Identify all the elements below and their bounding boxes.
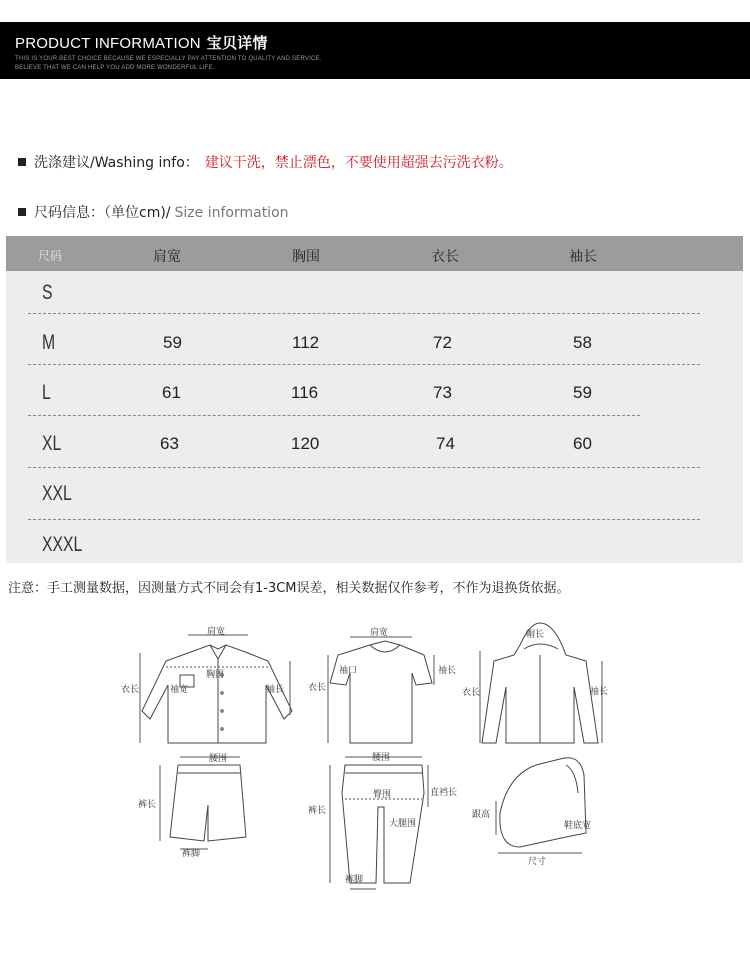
washing-label: 洗涤建议/Washing info： [34,155,199,171]
shoulder-cell: 59 [163,333,182,352]
size-cell: L [42,381,51,404]
row-divider [28,313,700,314]
shorts-diagram [160,757,246,849]
sleeve-cell: 58 [573,333,592,352]
size-info-label-en: Size information [174,205,289,221]
diagram-label-hoodie-length: 衣长 [462,688,481,698]
sleeve-cell: 60 [573,434,592,453]
diagram-label-hoodie-sleeve: 袖长 [590,687,609,697]
table-row [6,469,743,520]
diagram-label-tee-sleeve: 袖长 [438,666,457,676]
table-row [6,318,743,369]
size-cell: XL [42,432,62,455]
chest-cell: 116 [291,383,319,402]
diagram-label-length: 衣长 [121,685,140,695]
size-cell: M [42,331,56,354]
size-info-heading [18,202,289,222]
diagram-label-pants-hem: 裤脚 [345,875,364,885]
diagram-label-shorts-length: 裤长 [138,800,157,810]
diagram-label-cuff: 袖口 [339,666,358,676]
diagram-label-hood: 帽长 [526,630,545,640]
diagram-label-rise: 直裆长 [430,788,458,798]
diagram-label-thigh: 大腿围 [389,819,417,829]
hoodie-diagram [480,623,602,743]
square-bullet-icon [18,208,26,216]
size-cell: S [42,281,53,304]
shoulder-cell: 63 [160,434,179,453]
diagram-label-pants-waist: 腰围 [372,753,391,763]
diagram-label-hem: 裤脚 [182,849,201,859]
diagram-label-sole-width: 鞋底宽 [564,821,592,831]
size-cell: XXXL [42,533,83,556]
table-row [6,268,743,319]
diagram-label-waist: 腰围 [209,754,228,764]
header-title [15,32,268,53]
diagram-label-tee-length: 衣长 [308,683,327,693]
table-row [6,368,743,419]
square-bullet-icon [18,158,26,166]
diagram-label-sleeve-width: 袖宽 [170,685,189,695]
diagram-label-hip: 臀围 [373,790,392,800]
diagram-label-shoulder: 肩宽 [207,627,226,637]
diagram-label-tee-shoulder: 肩宽 [370,628,389,638]
header-sub-line-1: THIS IS YOUR BEST CHOICE BECAUSE WE ESPECIALLY PAY ATTENTION TO QUALITY AND SERVICE. [15,56,322,62]
measurement-note: 注意：手工测量数据，因测量方式不同会有1-3CM误差，相关数据仅作参考，不作为退换货依据。 [8,581,570,596]
col-header-size: 尺码 [38,249,63,263]
chest-cell: 112 [292,333,320,352]
tshirt-diagram [328,637,434,743]
length-cell: 74 [436,434,455,453]
diagram-label-chest: 胸围 [206,670,225,680]
row-divider [28,415,640,416]
size-info-label: 尺码信息：（单位cm)/ [34,205,171,221]
header-title-cn: 宝贝详情 [206,35,268,52]
size-cell: XXL [42,482,72,505]
washing-text: 建议干洗，禁止漂色，不要使用超强去污洗衣粉。 [204,155,513,171]
header-title-en: PRODUCT INFORMATION [15,35,201,52]
diagram-label-heel: 跟高 [472,810,491,820]
diagram-label-pants-length: 裤长 [308,806,327,816]
diagram-label-shoe-size: 尺寸 [528,857,547,867]
shoulder-cell: 61 [162,383,181,402]
col-header-shoulder: 肩宽 [153,249,181,265]
washing-info [18,152,513,172]
col-header-chest: 胸围 [292,249,320,265]
product-info-header [0,22,750,79]
table-row [6,419,743,470]
header-sub-line-2: BELIEVE THAT WE CAN HELP YOU ADD MORE WONDERFUL LIFE. [15,65,215,71]
row-divider [28,364,700,365]
sleeve-cell: 59 [573,383,592,402]
chest-cell: 120 [291,434,320,453]
col-header-length: 衣长 [431,249,459,265]
table-row [6,520,743,571]
size-table-header [6,236,743,271]
col-header-sleeve: 袖长 [569,249,597,265]
diagram-label-sleeve: 袖长 [266,685,285,695]
size-table [6,236,743,563]
shoe-diagram [496,758,586,853]
measurement-diagrams [0,615,750,895]
row-divider [28,467,700,468]
length-cell: 72 [433,333,452,352]
length-cell: 73 [433,383,452,402]
header-subtitle [15,55,322,73]
